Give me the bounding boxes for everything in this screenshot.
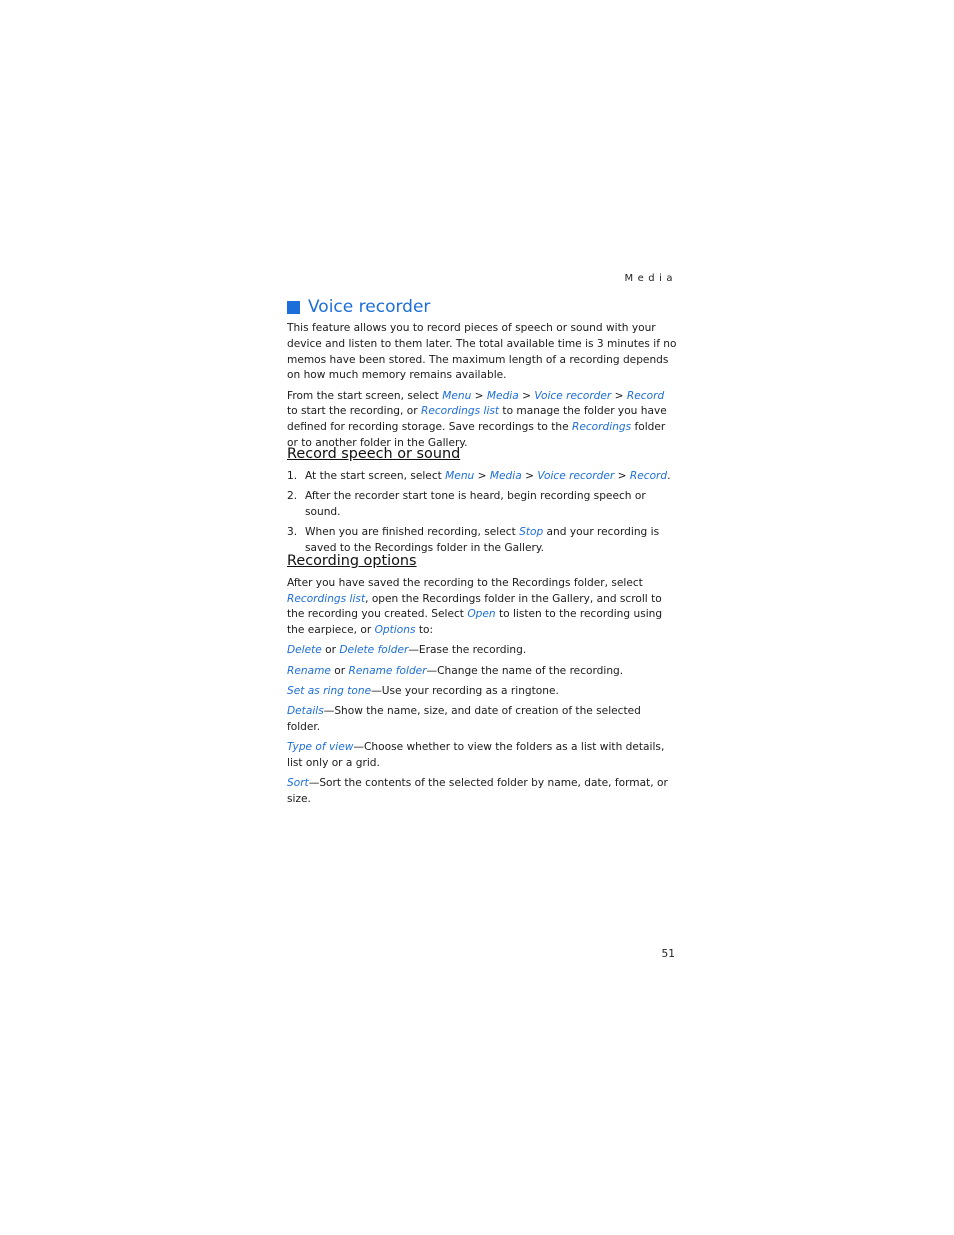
record-command: Record — [626, 389, 665, 402]
record-speech-heading: Record speech or sound — [287, 446, 461, 462]
option-delete: Delete or Delete folder—Erase the recording. — [287, 644, 527, 657]
menu-command: Menu — [445, 469, 475, 482]
voice-recorder-command: Voice recorder — [534, 389, 612, 402]
recording-options-heading: Recording options — [287, 553, 417, 569]
recording-options-section — [287, 554, 677, 812]
recordings-list-command: Recordings list — [420, 405, 500, 418]
intro-paragraph-2: From the start screen, select Menu > Media > Voice recorder > Record to start the recording, or Recordings list to manage the folder you have defined for recording storage. Save recordings to the Recordings folder or to another folder in the Gallery. — [287, 389, 667, 449]
running-header: Media — [624, 273, 677, 284]
option-type-of-view: Type of view—Choose whether to view the folders as a list with details, list only or a grid. — [287, 740, 665, 769]
open-command: Open — [467, 608, 496, 621]
page-number: 51 — [661, 948, 675, 960]
record-steps-list — [287, 469, 677, 557]
media-command: Media — [486, 389, 519, 402]
section-title — [287, 297, 430, 317]
media-command: Media — [489, 469, 522, 482]
option-set-as-ring-tone: Set as ring tone—Use your recording as a ringtone. — [287, 684, 559, 697]
option-sort: Sort—Sort the contents of the selected folder by name, date, format, or size. — [287, 776, 668, 805]
section-marker-square — [287, 301, 300, 314]
intro-paragraph-1: This feature allows you to record pieces of speech or sound with your device and listen to them later. The total available time is 3 minutes if no memos have been stored. The maximum length of a recording depends on how much memory remains available. — [287, 322, 677, 382]
section-title-text: Voice recorder — [308, 297, 431, 317]
option-rename: Rename or Rename folder—Change the name of the recording. — [287, 664, 624, 677]
recordings-folder-command: Recordings — [571, 421, 632, 434]
stop-command: Stop — [519, 525, 544, 538]
list-item: 1. At the start screen, select Menu > Media > Voice recorder > Record. — [287, 469, 671, 482]
recordings-list-command: Recordings list — [287, 592, 366, 605]
option-details: Details—Show the name, size, and date of creation of the selected folder. — [287, 704, 641, 733]
record-command: Record — [629, 469, 668, 482]
intro-block — [287, 321, 677, 456]
options-command: Options — [374, 624, 416, 637]
list-item: 3. When you are finished recording, select Stop and your recording is saved to the Recordings folder in the Gallery. — [287, 525, 660, 554]
options-intro-paragraph: After you have saved the recording to the Recordings folder, select Recordings list, open the Recordings folder in the Gallery, and scroll to the recording you created. Select Open to listen to the recording using the earpiece, or Options to: — [287, 576, 663, 637]
menu-command: Menu — [442, 389, 472, 402]
list-item: 2. After the recorder start tone is heard, begin recording speech or sound. — [287, 489, 646, 518]
voice-recorder-command: Voice recorder — [537, 469, 615, 482]
record-speech-section — [287, 447, 677, 561]
